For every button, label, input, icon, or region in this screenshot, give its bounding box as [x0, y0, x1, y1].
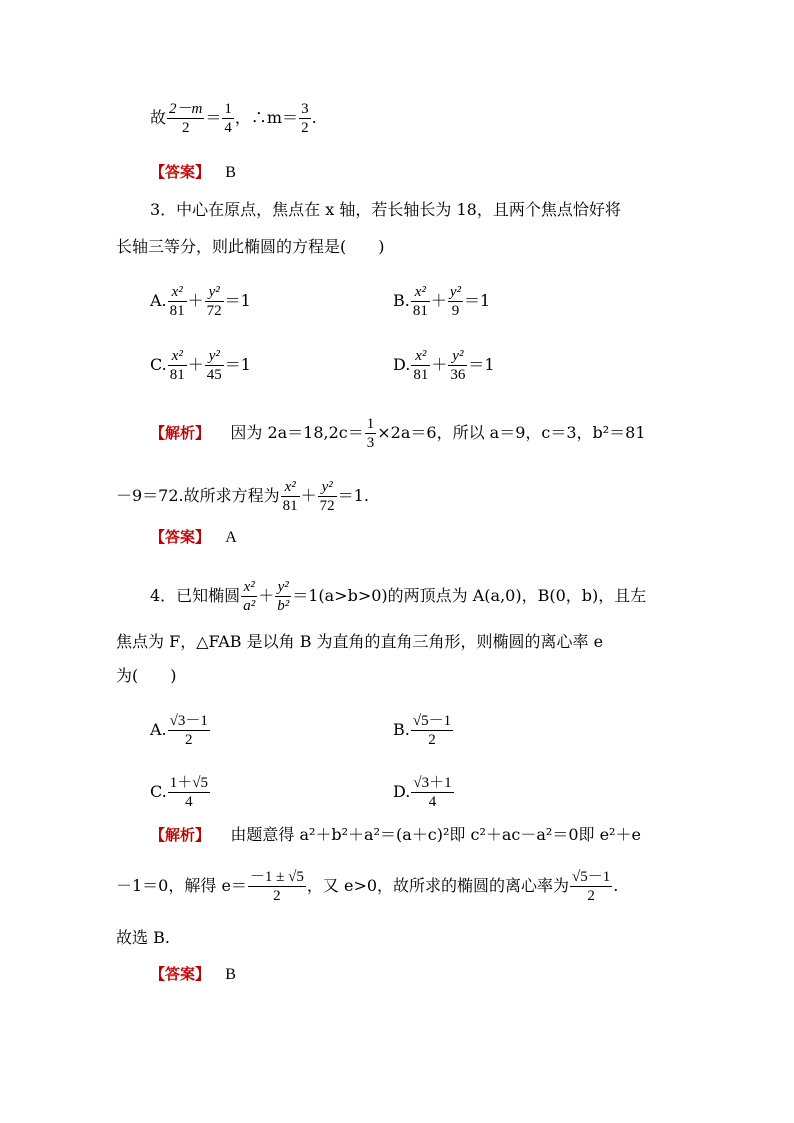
q3-option-c: C. $\frac{\text{x²}}{81}$ ＋ $\frac{\text{y²}}{45}$ ＝1 — [150, 348, 251, 383]
answer-label: 【答案】 — [150, 528, 211, 546]
answer-label: 【答案】 — [150, 965, 211, 983]
fraction: $\frac{2-m}{2}$ — [169, 101, 203, 136]
q3-answer: 【答案】 A — [150, 528, 237, 546]
q4-solution-line3: 故选 B. — [116, 928, 170, 947]
q3-option-d: D. $\frac{\text{x²}}{81}$ ＋ $\frac{\text{y²}}{36}$ ＝1 — [393, 348, 495, 383]
q4-option-a: A. $\frac{√3-1}{2}$ — [150, 713, 208, 748]
q4-option-b: B. $\frac{√5-1}{2}$ — [393, 713, 452, 748]
q4-solution-line2: －1＝0，解得 e＝ $\frac{-1 \pm √5}{2}$ ，又 e>0，故所求的椭圆的离心率为 $\frac{√5-1}{2}$ . — [116, 869, 619, 904]
q3-solution-line2: －9＝72.故所求方程为 $\frac{\text{x²}}{81}$ ＋ $\frac{\text{y²}}{72}$ ＝1. — [116, 479, 369, 514]
q4-option-d: D. $\frac{√3+1}{4}$ — [393, 775, 452, 810]
q3-stem-line1: 3．中心在原点，焦点在 x 轴，若长轴长为 18，且两个焦点恰好将 — [150, 200, 621, 219]
q4-solution-line1: 【解析】 由题意得 a²＋b²＋a²＝(a＋c)²即 c²＋ac－a²＝0即 e²＋e — [150, 825, 641, 844]
q3-solution-line1: 【解析】 因为 2a＝18,2c＝ $\frac{1}{3}$ ×2a＝6，所以 a＝9，c＝3，b²＝81 — [150, 416, 646, 451]
prev-answer: 【答案】 B — [150, 163, 236, 181]
prev-solution-line: 故 $\frac{2-m}{2}$ ＝ $\frac{1}{4}$ ，∴m＝ $\frac{3}{2}$ . — [150, 101, 317, 136]
analysis-label: 【解析】 — [150, 424, 211, 442]
q4-answer: 【答案】 B — [150, 965, 236, 983]
q3-option-b: B. $\frac{\text{x²}}{81}$ ＋ $\frac{\text{y²}}{9}$ ＝1 — [393, 284, 491, 319]
answer-label: 【答案】 — [150, 163, 211, 181]
fraction: $\frac{3}{2}$ — [301, 101, 309, 136]
q4-option-c: C. $\frac{1+√5}{4}$ — [150, 775, 209, 810]
q3-option-a: A. $\frac{\text{x²}}{81}$ ＋ $\frac{\text{y²}}{72}$ ＝1 — [150, 284, 251, 319]
q4-stem-line3: 为( ) — [116, 666, 177, 685]
q4-stem-line1: 4．已知椭圆 $\frac{\text{x²}}{\text{a²}}$ ＋ $\frac{\text{y²}}{\text{b²}}$ ＝1(a>b>0)的两顶点为 A(a,0)，B(0，b)，且左 — [150, 579, 647, 614]
analysis-label: 【解析】 — [150, 826, 211, 844]
fraction: $\frac{1}{4}$ — [224, 101, 232, 136]
q3-stem-line2: 长轴三等分，则此椭圆的方程是( ) — [116, 237, 385, 256]
q4-stem-line2: 焦点为 F，△FAB 是以角 B 为直角的直角三角形，则椭圆的离心率 e — [116, 632, 604, 651]
